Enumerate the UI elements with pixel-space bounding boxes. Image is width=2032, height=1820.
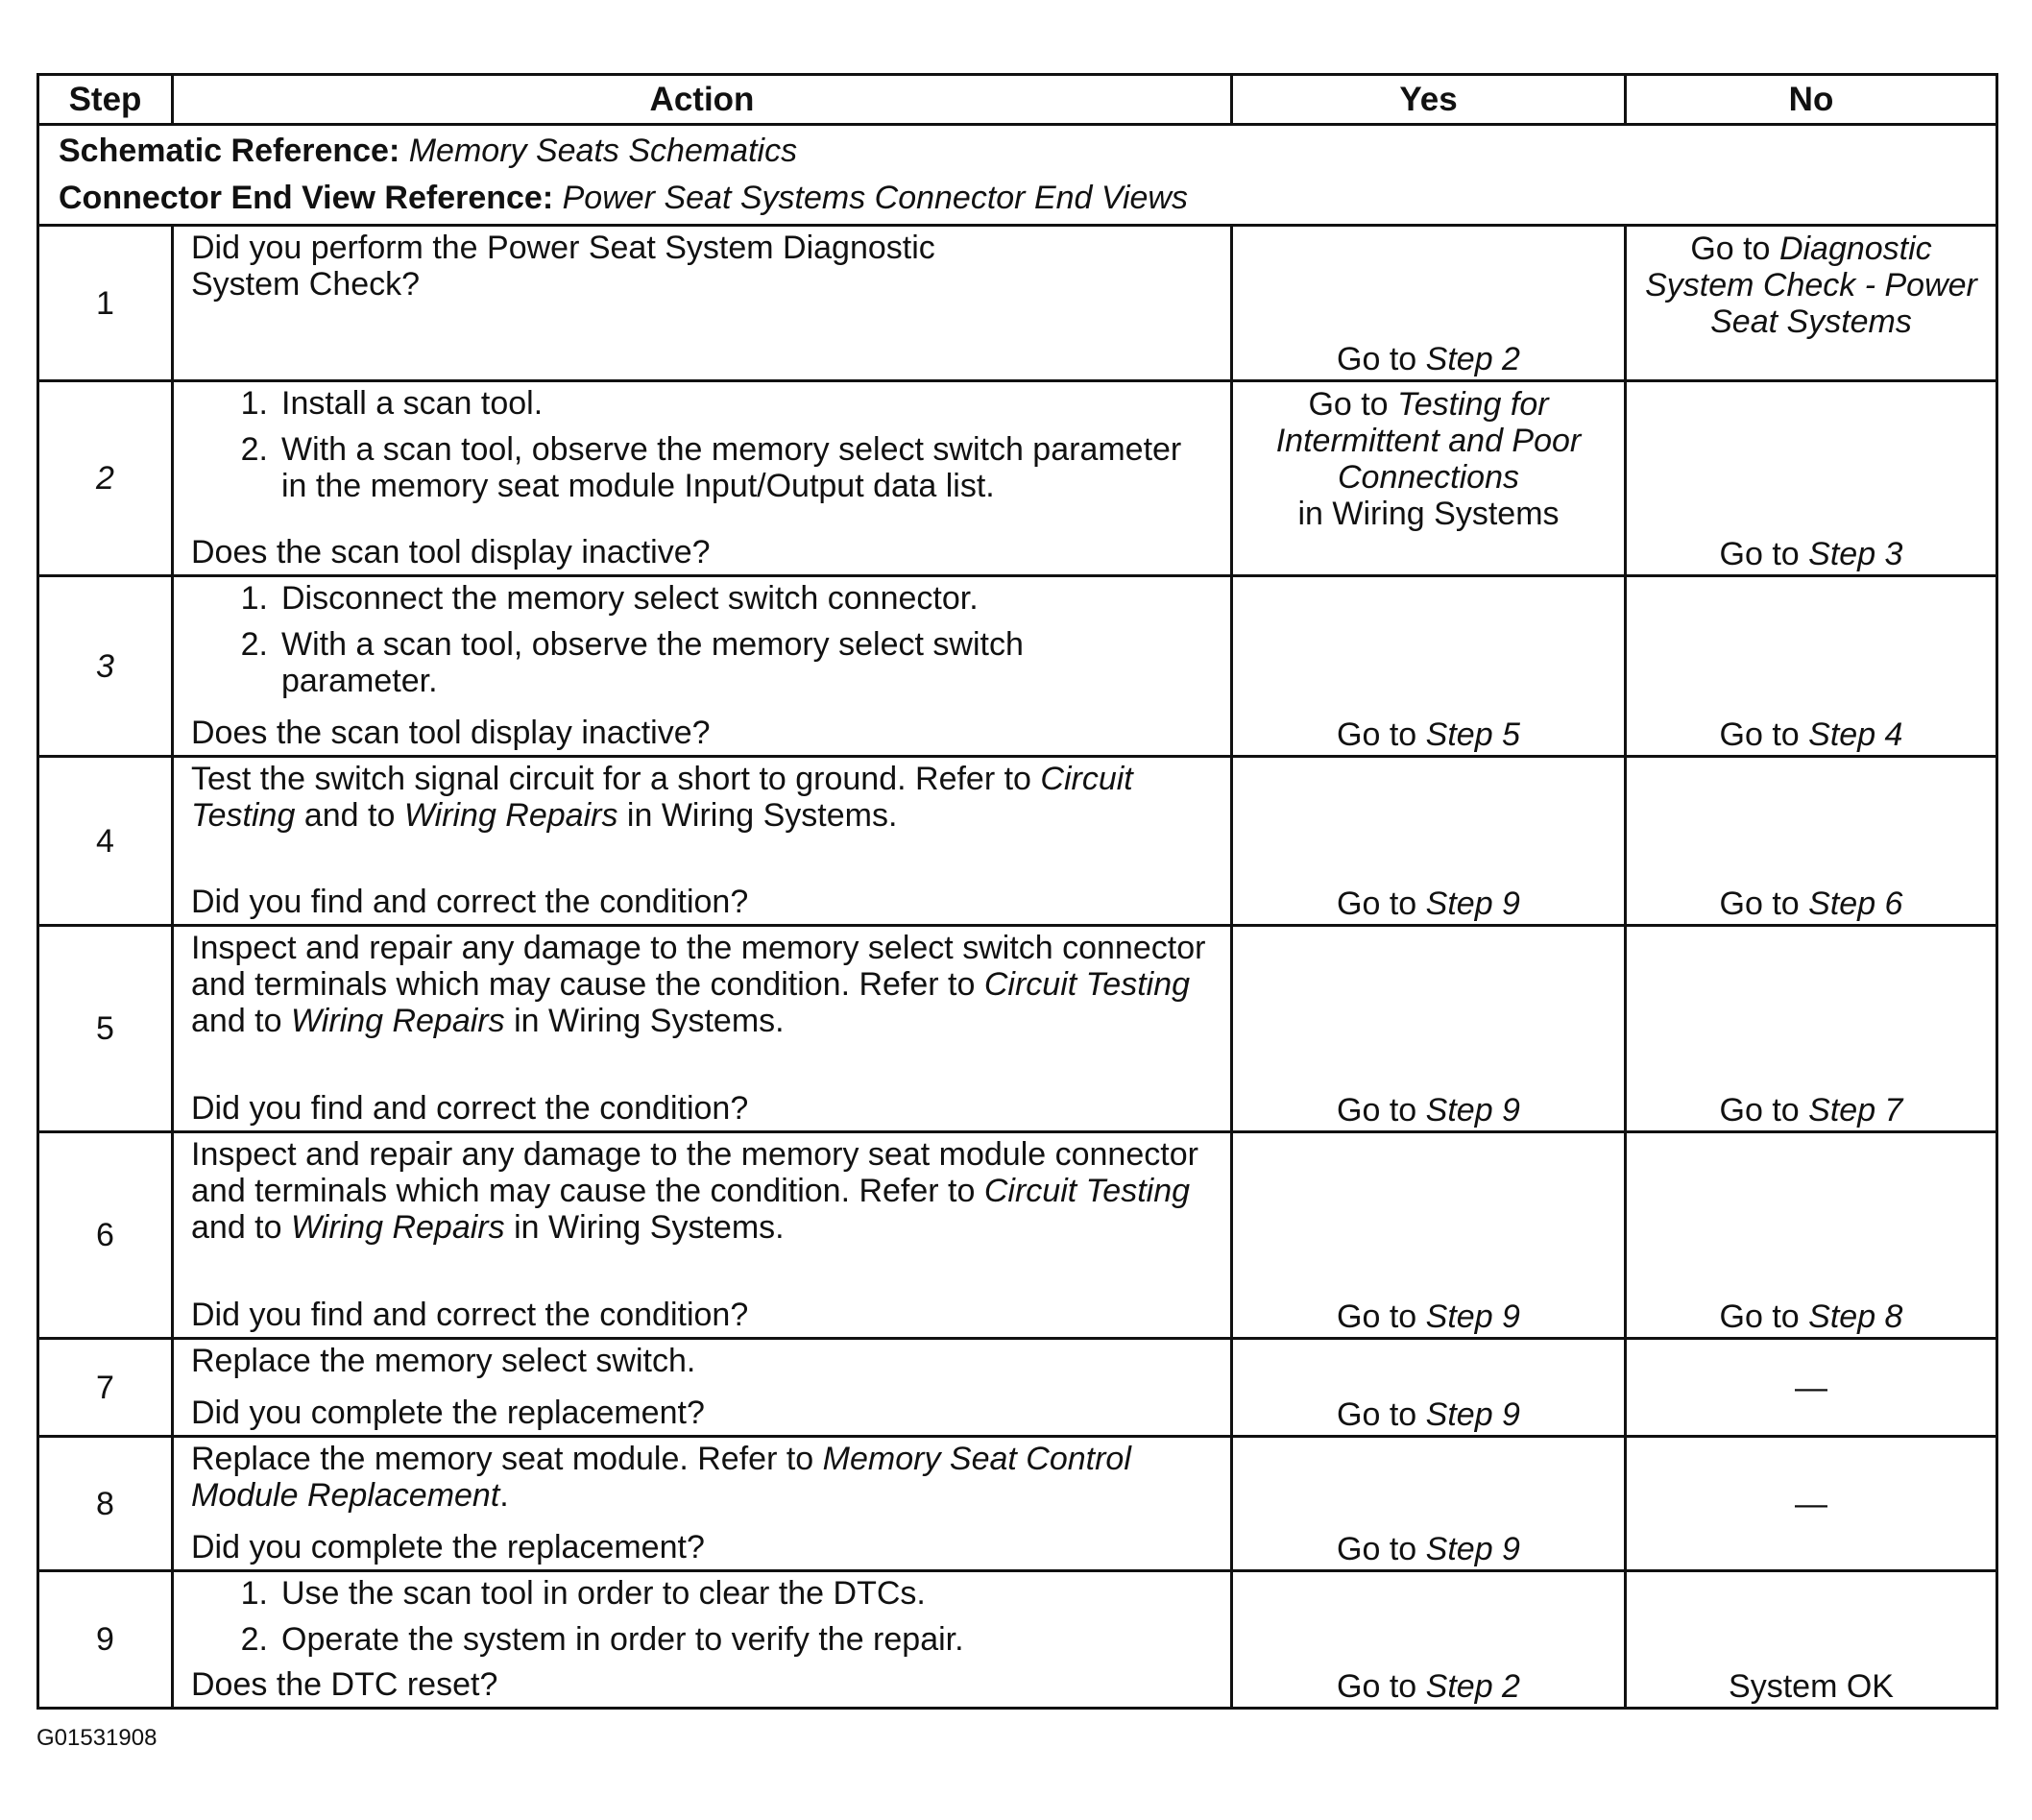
table-row-step-1 bbox=[38, 226, 1997, 381]
connector-reference-link[interactable]: Power Seat Systems Connector End Views bbox=[562, 180, 1188, 216]
yes-prefix: Go to bbox=[1337, 1396, 1417, 1433]
no-link[interactable]: Step 4 bbox=[1808, 716, 1903, 753]
yes-link[interactable]: Step 2 bbox=[1425, 341, 1520, 377]
step-number: 2 bbox=[38, 381, 173, 576]
action-list bbox=[191, 385, 1213, 514]
schematic-reference-link[interactable]: Memory Seats Schematics bbox=[408, 133, 798, 169]
action-list bbox=[191, 1575, 1213, 1658]
action-cell bbox=[173, 926, 1232, 1132]
yes-prefix: Go to bbox=[1337, 886, 1417, 922]
column-header-no: No bbox=[1626, 75, 1997, 125]
step-number: 9 bbox=[38, 1571, 173, 1709]
no-result: System OK bbox=[1729, 1668, 1894, 1705]
list-item: 1. Use the scan tool in order to clear the DTCs. bbox=[240, 1575, 926, 1612]
table-row-step-8 bbox=[38, 1437, 1997, 1571]
yes-link[interactable]: Step 9 bbox=[1425, 1092, 1520, 1128]
list-item: 2. With a scan tool, observe the memory select switch parameter. bbox=[240, 626, 1024, 699]
action-text: Inspect and repair any damage to the memory select switch connector and terminals which may cause the condition. Refer to Circuit Testing and to Wiring Repairs in Wiring Systems. bbox=[191, 930, 1206, 1039]
yes-prefix: Go to bbox=[1337, 1531, 1417, 1567]
figure-id: G01531908 bbox=[36, 1725, 157, 1751]
yes-cell bbox=[1232, 1339, 1626, 1437]
yes-cell bbox=[1232, 926, 1626, 1132]
no-prefix: Go to bbox=[1719, 886, 1800, 922]
yes-link[interactable]: Step 9 bbox=[1425, 886, 1520, 922]
connector-reference-label: Connector End View Reference: bbox=[59, 180, 554, 216]
circuit-testing-link[interactable]: Circuit Testing bbox=[191, 761, 1133, 834]
action-cell bbox=[173, 576, 1232, 757]
action-text: Replace the memory seat module. Refer to Memory Seat Control Module Replacement. bbox=[191, 1441, 1131, 1514]
yes-cell bbox=[1232, 1571, 1626, 1709]
action-question: Did you complete the replacement? bbox=[191, 1529, 705, 1565]
no-dash: — bbox=[1795, 1369, 1827, 1406]
action-question: Does the scan tool display inactive? bbox=[191, 715, 711, 751]
action-text: Did you perform the Power Seat System Diagnostic System Check? bbox=[191, 230, 935, 303]
schematic-reference bbox=[59, 128, 1976, 175]
table-row-step-9 bbox=[38, 1571, 1997, 1709]
action-cell bbox=[173, 1437, 1232, 1571]
no-link[interactable]: Step 7 bbox=[1808, 1092, 1903, 1128]
yes-link[interactable]: Step 2 bbox=[1425, 1668, 1520, 1705]
step-number: 3 bbox=[38, 576, 173, 757]
no-cell bbox=[1626, 226, 1997, 381]
list-item: 1. Disconnect the memory select switch connector. bbox=[240, 580, 979, 617]
yes-link[interactable]: Step 9 bbox=[1425, 1531, 1520, 1567]
action-cell bbox=[173, 1339, 1232, 1437]
no-cell bbox=[1626, 757, 1997, 926]
action-question: Does the scan tool display inactive? bbox=[191, 534, 711, 570]
wiring-repairs-link[interactable]: Wiring Repairs bbox=[290, 1209, 505, 1246]
circuit-testing-link[interactable]: Circuit Testing bbox=[983, 1173, 1191, 1209]
module-replacement-link[interactable]: Memory Seat Control Module Replacement bbox=[191, 1441, 1131, 1514]
schematic-reference-label: Schematic Reference: bbox=[59, 133, 400, 169]
yes-cell bbox=[1232, 1132, 1626, 1339]
step-number: 5 bbox=[38, 926, 173, 1132]
no-prefix: Go to bbox=[1719, 716, 1800, 753]
step-number: 6 bbox=[38, 1132, 173, 1339]
list-item: 2. Operate the system in order to verify the repair. bbox=[240, 1621, 964, 1658]
yes-link[interactable]: Step 9 bbox=[1425, 1396, 1520, 1433]
no-prefix: Go to bbox=[1719, 1092, 1800, 1128]
no-link[interactable]: Step 6 bbox=[1808, 886, 1903, 922]
no-link[interactable]: Step 3 bbox=[1808, 536, 1903, 572]
action-cell bbox=[173, 226, 1232, 381]
column-header-action: Action bbox=[173, 75, 1232, 125]
no-cell bbox=[1626, 1339, 1997, 1437]
table-row-step-5 bbox=[38, 926, 1997, 1132]
diagnostic-table bbox=[36, 73, 1998, 1710]
yes-prefix: Go to bbox=[1337, 716, 1417, 753]
step-number: 1 bbox=[38, 226, 173, 381]
column-header-yes: Yes bbox=[1232, 75, 1626, 125]
yes-link[interactable]: Testing for Intermittent and Poor Connections bbox=[1275, 386, 1582, 496]
yes-prefix: Go to bbox=[1337, 1668, 1417, 1705]
connector-reference bbox=[59, 175, 1976, 222]
no-prefix: Go to bbox=[1719, 536, 1800, 572]
reference-row bbox=[38, 125, 1997, 226]
step-number: 7 bbox=[38, 1339, 173, 1437]
no-cell bbox=[1626, 1132, 1997, 1339]
no-cell bbox=[1626, 1437, 1997, 1571]
action-question: Did you find and correct the condition? bbox=[191, 1297, 749, 1333]
action-text: Inspect and repair any damage to the memory seat module connector and terminals which may cause the condition. Refer to Circuit Testing and to Wiring Repairs in Wiring Systems. bbox=[191, 1136, 1198, 1246]
circuit-testing-link[interactable]: Circuit Testing bbox=[983, 966, 1191, 1003]
yes-cell bbox=[1232, 226, 1626, 381]
yes-cell bbox=[1232, 381, 1626, 576]
wiring-repairs-link[interactable]: Wiring Repairs bbox=[290, 1003, 505, 1039]
wiring-repairs-link[interactable]: Wiring Repairs bbox=[403, 797, 618, 834]
no-prefix: Go to bbox=[1690, 231, 1771, 267]
action-question: Did you complete the replacement? bbox=[191, 1395, 705, 1431]
yes-link[interactable]: Step 9 bbox=[1425, 1298, 1520, 1335]
step-number: 4 bbox=[38, 757, 173, 926]
yes-cell bbox=[1232, 757, 1626, 926]
step-number: 8 bbox=[38, 1437, 173, 1571]
action-cell bbox=[173, 381, 1232, 576]
action-cell bbox=[173, 1571, 1232, 1709]
table-row-step-2 bbox=[38, 381, 1997, 576]
no-cell bbox=[1626, 381, 1997, 576]
list-item: 1. Install a scan tool. bbox=[240, 385, 544, 422]
table-row-step-7 bbox=[38, 1339, 1997, 1437]
action-question: Does the DTC reset? bbox=[191, 1666, 498, 1703]
action-question: Did you find and correct the condition? bbox=[191, 1090, 749, 1127]
action-list bbox=[191, 580, 1213, 709]
reference-cell bbox=[38, 125, 1997, 226]
table-row-step-4 bbox=[38, 757, 1997, 926]
table-row-step-6 bbox=[38, 1132, 1997, 1339]
list-item: 2. With a scan tool, observe the memory select switch parameter in the memory seat module Input/Output data list. bbox=[240, 431, 1182, 504]
action-text: Replace the memory select switch. bbox=[191, 1343, 696, 1379]
yes-cell bbox=[1232, 1437, 1626, 1571]
yes-prefix: Go to bbox=[1337, 1298, 1417, 1335]
no-prefix: Go to bbox=[1719, 1298, 1800, 1335]
header-row bbox=[38, 75, 1997, 125]
yes-suffix: in Wiring Systems bbox=[1297, 496, 1560, 532]
table-row-step-3 bbox=[38, 576, 1997, 757]
no-link[interactable]: Step 8 bbox=[1808, 1298, 1903, 1335]
action-cell bbox=[173, 757, 1232, 926]
action-cell bbox=[173, 1132, 1232, 1339]
yes-prefix: Go to bbox=[1337, 1092, 1417, 1128]
action-question: Did you find and correct the condition? bbox=[191, 884, 749, 920]
no-dash: — bbox=[1795, 1485, 1827, 1522]
yes-link[interactable]: Step 5 bbox=[1425, 716, 1520, 753]
yes-cell bbox=[1232, 576, 1626, 757]
yes-prefix: Go to bbox=[1308, 386, 1389, 423]
no-cell bbox=[1626, 1571, 1997, 1709]
no-cell bbox=[1626, 926, 1997, 1132]
yes-prefix: Go to bbox=[1337, 341, 1417, 377]
no-cell bbox=[1626, 576, 1997, 757]
action-text: Test the switch signal circuit for a short to ground. Refer to Circuit Testing and to Wiring Repairs in Wiring Systems. bbox=[191, 761, 1133, 834]
no-link[interactable]: Diagnostic System Check - Power Seat Systems bbox=[1645, 231, 1977, 340]
column-header-step: Step bbox=[38, 75, 173, 125]
